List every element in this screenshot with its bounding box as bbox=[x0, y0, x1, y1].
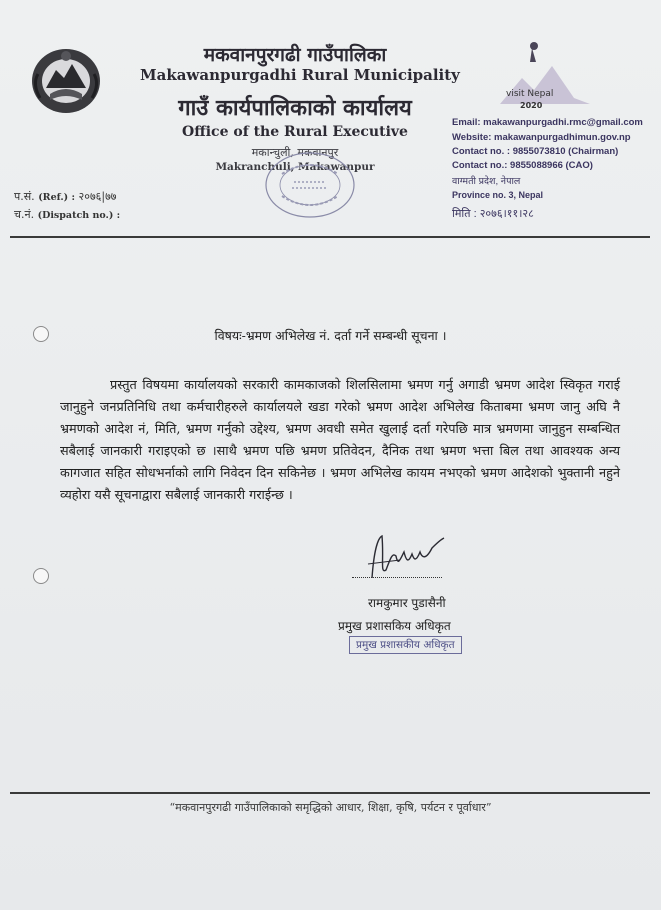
ref-label-np: प.सं. bbox=[14, 190, 35, 203]
punch-hole bbox=[33, 568, 49, 584]
signature-line bbox=[352, 577, 442, 578]
ref-value: २०७६|७७ bbox=[78, 190, 117, 203]
date-text: मिति : २०७६।११।२८ bbox=[452, 208, 534, 220]
office-seal bbox=[262, 150, 358, 220]
website-text: Website: makawanpurgadhimun.gov.np bbox=[452, 132, 631, 143]
designation-stamp: प्रमुख प्रशासकीय अधिकृत bbox=[349, 636, 462, 654]
province-np: वाग्मती प्रदेश, नेपाल bbox=[452, 176, 521, 187]
location-en: Makranchuli, Makawanpur bbox=[215, 161, 375, 173]
email-text: Email: makawanpurgadhi.rmc@gmail.com bbox=[452, 117, 643, 128]
footer-slogan: “मकवानपुरगढी गाउँपालिकाको समृद्धिको आधार, शिक्षा, कृषि, पर्यटन र पूर्वाधार” bbox=[169, 801, 492, 814]
footer-divider bbox=[10, 792, 650, 794]
ref-number bbox=[14, 189, 117, 204]
municipality-name-en: Makawanpurgadhi Rural Municipality bbox=[140, 66, 460, 84]
province-en: Province no. 3, Nepal bbox=[452, 190, 544, 200]
visit-nepal-2020-logo bbox=[490, 38, 600, 114]
svg-text:visit Nepal: visit Nepal bbox=[506, 89, 554, 99]
municipality-name-np: मकवानपुरगढी गाउँपालिका bbox=[203, 44, 387, 66]
nepal-emblem-icon bbox=[28, 44, 104, 116]
location-np: मकान्चुली, मकवानपुर bbox=[251, 146, 339, 159]
dispatch-label-np: च.नं. bbox=[14, 208, 35, 221]
header-divider bbox=[10, 236, 650, 238]
dispatch-number bbox=[14, 207, 120, 222]
contact-cao: Contact no.: 9855088966 (CAO) bbox=[452, 160, 593, 171]
dispatch-label-en: (Dispatch no.) : bbox=[37, 210, 121, 221]
signatory-name: रामकुमार पुडासैनी bbox=[368, 596, 446, 610]
signatory-title: प्रमुख प्रशासकिय अधिकृत bbox=[338, 619, 451, 633]
office-name-np: गाउँ कार्यपालिकाको कार्यालय bbox=[178, 95, 412, 121]
ref-label-en: (Ref.) : bbox=[38, 192, 75, 203]
svg-text:2020: 2020 bbox=[520, 101, 543, 110]
subject-line: विषयः-भ्रमण अभिलेख नं. दर्ता गर्ने सम्बन्धी सूचना । bbox=[214, 328, 447, 343]
office-name-en: Office of the Rural Executive bbox=[182, 124, 408, 140]
notice-body: प्रस्तुत विषयमा कार्यालयको सरकारी कामकाजको शिलसिलामा भ्रमण गर्नु अगाडी भ्रमण आदेश स्विकृत गराई जानुहुने जनप्रतिनिधि तथा कर्मचारीहरुले कार्यालयले खडा गरेको भ्रमण आदेश अभिलेख किताबमा भ्रमण जानु अघि नै भ्रमणको आदेश नं, मिति, भ्रमण गर्नुको उद्देश्य, भ्रमण अवधी समेत खुलाई दर्ता गरेपछि मात्र भ्रमणमा जानुहुन सम्बन्धित सबैलाई जानकारी गराइएको छ ।साथै भ्रमण पछि भ्रमण प्रतिवेदन, दैनिक तथा भ्रमण भत्ता बिल तथा आवश्यक अन्य कागजात सहित सोधभर्नाको लागि निवेदन दिन सकिनेछ । भ्रमण अभिलेख कायम नभएको भ्रमण आदेशको भुक्तानी नहुने व्यहोरा यसै सूचनाद्वारा सबैलाई जानकारी गराईन्छ । bbox=[60, 378, 620, 503]
contact-chairman: Contact no. : 9855073810 (Chairman) bbox=[452, 146, 619, 157]
